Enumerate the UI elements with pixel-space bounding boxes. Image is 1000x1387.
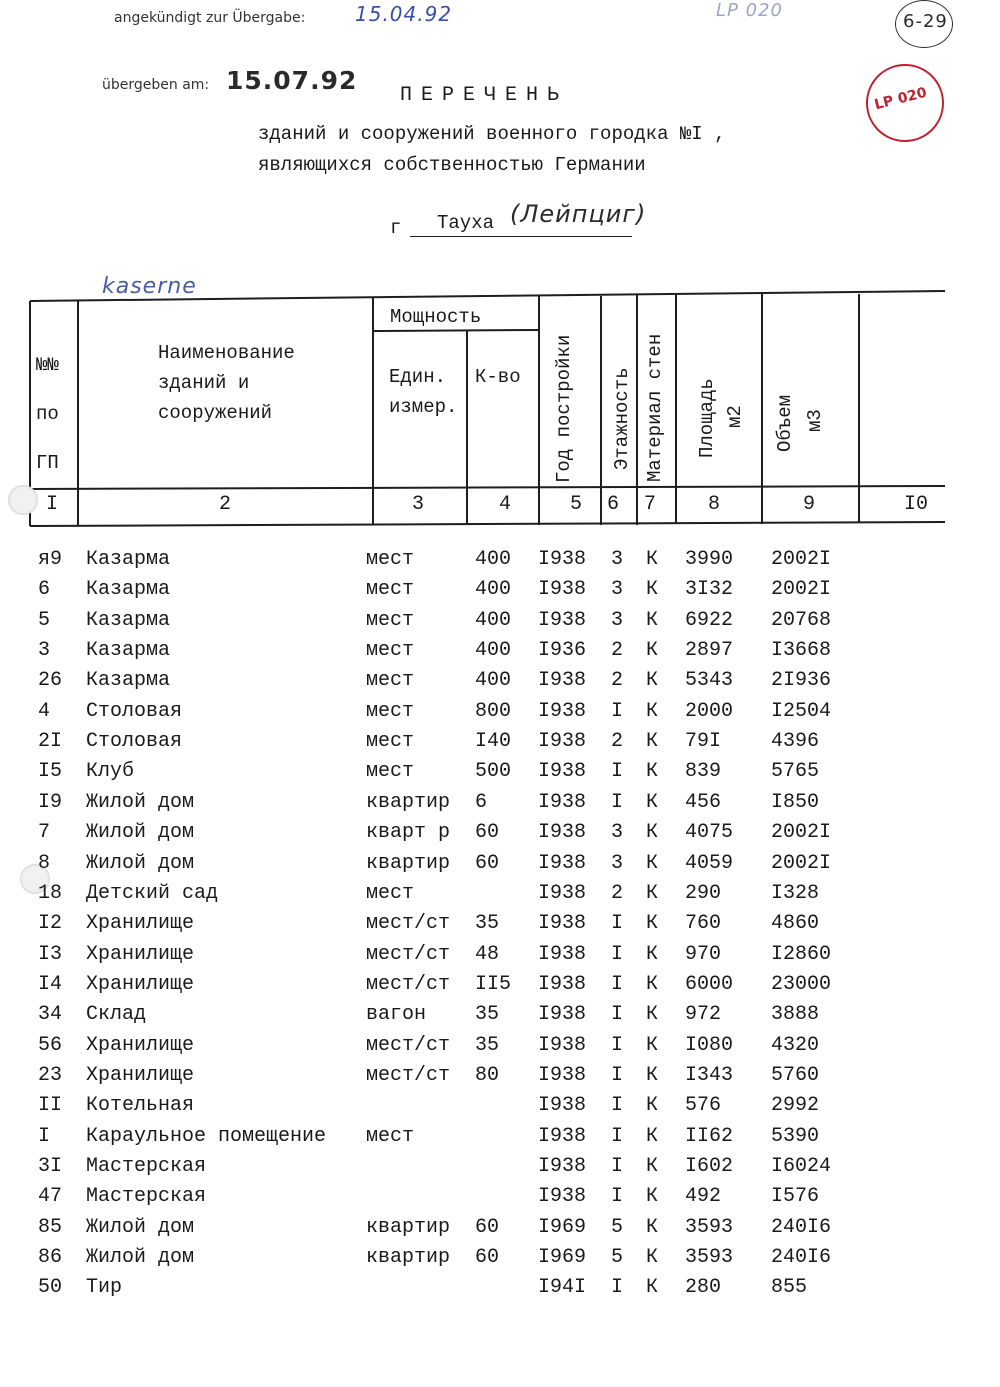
cell-quantity: 60 <box>475 821 500 845</box>
cell-row-number: 2I <box>38 730 63 754</box>
header-area-unit: м2 <box>724 405 746 428</box>
table-row <box>0 1064 1000 1094</box>
cell-volume: I3668 <box>771 639 832 663</box>
cell-volume: 4396 <box>771 730 820 754</box>
cell-area: 3593 <box>685 1215 734 1239</box>
cell-row-number: 4 <box>38 699 51 723</box>
cell-building-name: Склад <box>86 1003 147 1027</box>
cell-volume: I2860 <box>771 942 832 966</box>
cell-wall-material: К <box>646 972 659 996</box>
cell-unit: мест/ст <box>366 942 451 966</box>
cell-quantity: II5 <box>475 972 512 996</box>
cell-row-number: 50 <box>38 1276 63 1300</box>
cell-year-built: I938 <box>538 912 587 936</box>
cell-quantity: 400 <box>475 669 512 693</box>
cell-building-name: Столовая <box>86 730 183 754</box>
cell-wall-material: К <box>646 1185 659 1209</box>
column-number: 5 <box>570 493 583 516</box>
table-row <box>0 821 1000 851</box>
cell-year-built: I938 <box>538 790 587 814</box>
cell-quantity: 400 <box>475 639 512 663</box>
cell-year-built: I969 <box>538 1246 587 1270</box>
cell-year-built: I938 <box>538 578 587 602</box>
header-floors: Этажность <box>611 367 633 470</box>
cell-year-built: I936 <box>538 639 587 663</box>
cell-quantity: 60 <box>475 851 500 875</box>
cell-year-built: I938 <box>538 608 587 632</box>
cell-unit: мест <box>366 669 415 693</box>
header-volume: Объем <box>774 394 796 452</box>
cell-row-number: 47 <box>38 1185 63 1209</box>
cell-wall-material: К <box>646 639 659 663</box>
table-row <box>0 669 1000 699</box>
header-name-1: Наименование <box>158 342 295 364</box>
cell-building-name: Казарма <box>86 548 171 571</box>
cell-quantity: 400 <box>475 608 512 632</box>
header-qty: К-во <box>475 366 521 388</box>
table-row <box>0 639 1000 669</box>
cell-quantity: 500 <box>475 760 512 784</box>
cell-volume: 4860 <box>771 912 820 936</box>
cell-volume: 2992 <box>771 1094 820 1118</box>
header-area <box>692 378 722 458</box>
column-number: 4 <box>499 493 512 516</box>
header-num <box>36 341 59 488</box>
header-num-3: ГП <box>36 452 59 474</box>
cell-floors: I <box>611 1185 624 1209</box>
cell-row-number: 86 <box>38 1246 63 1270</box>
cell-building-name: Хранилище <box>86 912 195 936</box>
cell-area: 4059 <box>685 851 734 875</box>
cell-volume: I328 <box>771 881 820 905</box>
cell-area: 760 <box>685 912 722 936</box>
cell-area: 290 <box>685 881 722 905</box>
cell-area: 6922 <box>685 608 734 632</box>
cell-unit: мест/ст <box>366 972 451 996</box>
cell-year-built: I938 <box>538 730 587 754</box>
cell-volume: 240I6 <box>771 1246 832 1270</box>
cell-building-name: Детский сад <box>86 881 219 905</box>
column-number: 6 <box>607 493 620 516</box>
cell-year-built: I938 <box>538 1124 587 1148</box>
cell-wall-material: К <box>646 1276 659 1300</box>
table-row <box>0 548 1000 578</box>
cell-row-number: 8 <box>38 851 51 875</box>
cell-floors: I <box>611 1276 624 1300</box>
cell-quantity: I40 <box>475 730 512 754</box>
cell-floors: I <box>611 760 624 784</box>
cell-wall-material: К <box>646 881 659 905</box>
cell-floors: I <box>611 790 624 814</box>
cell-building-name: Котельная <box>86 1094 195 1118</box>
table-row <box>0 973 1000 1003</box>
column-number: I0 <box>904 493 929 516</box>
cell-quantity: 35 <box>475 1033 500 1057</box>
cell-year-built: I938 <box>538 881 587 905</box>
cell-wall-material: К <box>646 790 659 814</box>
handed-date: 15.07.92 <box>226 66 358 95</box>
cell-floors: I <box>611 1124 624 1148</box>
subtitle-line-1: зданий и сооружений военного городка №I , <box>258 123 726 145</box>
cell-building-name: Хранилище <box>86 972 195 996</box>
cell-area: 2000 <box>685 699 734 723</box>
cell-volume: I2504 <box>771 699 832 723</box>
cell-row-number: I4 <box>38 972 63 996</box>
cell-unit: мест <box>366 639 415 663</box>
header-name-3: сооружений <box>158 402 273 424</box>
cell-area: I602 <box>685 1155 734 1178</box>
handwritten-tag: kaserne <box>102 274 197 299</box>
cell-area: 4075 <box>685 821 734 845</box>
cell-unit: вагон <box>366 1003 427 1027</box>
cell-volume: 3888 <box>771 1003 820 1027</box>
city-note: (Лейпциг) <box>510 200 647 228</box>
cell-building-name: Столовая <box>86 699 183 723</box>
cell-area: 456 <box>685 790 722 814</box>
cell-row-number: II <box>38 1094 63 1118</box>
cell-volume: 4320 <box>771 1033 820 1057</box>
cell-building-name: Казарма <box>86 669 171 693</box>
table-row <box>0 1003 1000 1033</box>
top-code: LP 020 <box>716 0 783 21</box>
cell-area: 6000 <box>685 972 734 996</box>
cell-year-built: I938 <box>538 1033 587 1057</box>
cell-volume: 240I6 <box>771 1215 832 1239</box>
header-name <box>158 338 295 428</box>
header-capacity: Мощность <box>390 306 482 328</box>
table-row <box>0 1185 1000 1215</box>
cell-quantity: 80 <box>475 1063 500 1087</box>
cell-area: 280 <box>685 1276 722 1300</box>
cell-floors: 3 <box>611 608 624 632</box>
cell-building-name: Мастерская <box>86 1155 207 1178</box>
cell-unit: мест/ст <box>366 1063 451 1087</box>
cell-year-built: I938 <box>538 972 587 996</box>
cell-area: 839 <box>685 760 722 784</box>
cell-year-built: I938 <box>538 942 587 966</box>
cell-area: 79I <box>685 730 722 754</box>
cell-quantity: 800 <box>475 699 512 723</box>
page-title: ПЕРЕЧЕНЬ <box>400 84 569 107</box>
table-row <box>0 1094 1000 1124</box>
cell-row-number: I5 <box>38 760 63 784</box>
cell-wall-material: К <box>646 548 659 571</box>
cell-building-name: Жилой дом <box>86 821 195 845</box>
cell-row-number: I3 <box>38 942 63 966</box>
column-number: 2 <box>219 493 232 516</box>
cell-floors: I <box>611 912 624 936</box>
cell-row-number: 56 <box>38 1033 63 1057</box>
cell-floors: I <box>611 1063 624 1087</box>
cell-building-name: Жилой дом <box>86 1215 195 1239</box>
cell-unit: квартир <box>366 790 451 814</box>
cell-wall-material: К <box>646 578 659 602</box>
cell-unit: мест <box>366 1124 415 1148</box>
cell-building-name: Хранилище <box>86 1063 195 1087</box>
cell-row-number: 34 <box>38 1003 63 1027</box>
cell-building-name: Жилой дом <box>86 851 195 875</box>
table-row <box>0 943 1000 973</box>
cell-volume: I850 <box>771 790 820 814</box>
cell-row-number: 85 <box>38 1215 63 1239</box>
cell-wall-material: К <box>646 851 659 875</box>
cell-volume: 2002I <box>771 578 832 602</box>
cell-wall-material: К <box>646 1094 659 1118</box>
announced-date: 15.04.92 <box>355 2 453 26</box>
cell-wall-material: К <box>646 608 659 632</box>
cell-volume: 5390 <box>771 1124 820 1148</box>
cell-year-built: I938 <box>538 760 587 784</box>
cell-unit: мест <box>366 881 415 905</box>
cell-row-number: 18 <box>38 881 63 905</box>
cell-quantity: 400 <box>475 578 512 602</box>
cell-year-built: I938 <box>538 821 587 845</box>
table-grid <box>0 0 1000 540</box>
cell-year-built: I938 <box>538 851 587 875</box>
cell-row-number: 7 <box>38 821 51 845</box>
table-row <box>0 1276 1000 1306</box>
column-number: I <box>46 493 59 516</box>
cell-wall-material: К <box>646 1124 659 1148</box>
cell-wall-material: К <box>646 1063 659 1087</box>
cell-volume: 5760 <box>771 1063 820 1087</box>
table-row <box>0 852 1000 882</box>
cell-wall-material: К <box>646 730 659 754</box>
cell-wall-material: К <box>646 760 659 784</box>
cell-row-number: 23 <box>38 1063 63 1087</box>
cell-year-built: I969 <box>538 1215 587 1239</box>
cell-floors: I <box>611 942 624 966</box>
cell-row-number: I9 <box>38 790 63 814</box>
cell-wall-material: К <box>646 821 659 845</box>
cell-floors: I <box>611 972 624 996</box>
table-row <box>0 1125 1000 1155</box>
cell-wall-material: К <box>646 1155 659 1178</box>
header-unit <box>389 362 457 422</box>
table-row <box>0 700 1000 730</box>
cell-wall-material: К <box>646 699 659 723</box>
cell-floors: 3 <box>611 548 624 571</box>
cell-floors: I <box>611 1155 624 1178</box>
cell-area: 970 <box>685 942 722 966</box>
cell-floors: I <box>611 1003 624 1027</box>
column-numbers-row <box>0 493 1000 523</box>
cell-unit: мест <box>366 608 415 632</box>
cell-building-name: Клуб <box>86 760 135 784</box>
cell-wall-material: К <box>646 1033 659 1057</box>
cell-quantity: 60 <box>475 1215 500 1239</box>
subtitle-line-2: являющихся собственностью Германии <box>258 154 646 176</box>
cell-row-number: 5 <box>38 608 51 632</box>
table-row <box>0 578 1000 608</box>
cell-wall-material: К <box>646 1215 659 1239</box>
cell-year-built: I938 <box>538 1185 587 1209</box>
cell-floors: 3 <box>611 821 624 845</box>
cell-row-number: I <box>38 1124 51 1148</box>
table-row <box>0 1246 1000 1276</box>
cell-floors: 2 <box>611 669 624 693</box>
cell-unit: кварт р <box>366 821 451 845</box>
cell-volume: 855 <box>771 1276 808 1300</box>
table-row <box>0 1155 1000 1185</box>
cell-area: 2897 <box>685 639 734 663</box>
cell-area: II62 <box>685 1124 734 1148</box>
cell-volume: 5765 <box>771 760 820 784</box>
cell-year-built: I938 <box>538 669 587 693</box>
cell-area: 3593 <box>685 1246 734 1270</box>
cell-wall-material: К <box>646 942 659 966</box>
column-number: 3 <box>412 493 425 516</box>
cell-quantity: 35 <box>475 912 500 936</box>
cell-row-number: 26 <box>38 669 63 693</box>
cell-area: I343 <box>685 1063 734 1087</box>
cell-wall-material: К <box>646 1246 659 1270</box>
cell-year-built: I938 <box>538 1094 587 1118</box>
cell-quantity: 35 <box>475 1003 500 1027</box>
header-unit-1: Един. <box>389 366 447 388</box>
table-row <box>0 882 1000 912</box>
cell-floors: 5 <box>611 1215 624 1239</box>
table-row <box>0 1034 1000 1064</box>
column-number: 9 <box>803 493 816 516</box>
cell-year-built: I938 <box>538 1063 587 1087</box>
cell-building-name: Жилой дом <box>86 790 195 814</box>
header-area-label: Площадь <box>696 378 718 458</box>
cell-year-built: I938 <box>538 699 587 723</box>
cell-row-number: 3 <box>38 639 51 663</box>
handed-label: übergeben am: <box>102 77 210 93</box>
red-stamp-text: LP 020 <box>872 84 929 114</box>
cell-building-name: Казарма <box>86 639 171 663</box>
cell-unit: мест <box>366 578 415 602</box>
cell-building-name: Жилой дом <box>86 1246 195 1270</box>
cell-quantity: 60 <box>475 1246 500 1270</box>
cell-floors: 2 <box>611 730 624 754</box>
cell-unit: мест <box>366 730 415 754</box>
header-year: Год постройки <box>553 334 575 483</box>
cell-area: 3I32 <box>685 578 734 602</box>
cell-volume: 2I936 <box>771 669 832 693</box>
table-row <box>0 609 1000 639</box>
table-row <box>0 1216 1000 1246</box>
header-unit-2: измер. <box>389 396 458 418</box>
cell-unit: мест <box>366 760 415 784</box>
cell-area: 5343 <box>685 669 734 693</box>
cell-row-number: I2 <box>38 912 63 936</box>
cell-volume: I6024 <box>771 1155 832 1178</box>
cell-area: 492 <box>685 1185 722 1209</box>
column-number: 7 <box>644 493 657 516</box>
cell-floors: 3 <box>611 578 624 602</box>
cell-volume: 2002I <box>771 821 832 845</box>
cell-building-name: Караульное помещение <box>86 1124 327 1148</box>
cell-floors: I <box>611 699 624 723</box>
cell-unit: мест <box>366 548 415 571</box>
cell-row-number: я9 <box>38 548 63 571</box>
cell-floors: 3 <box>611 851 624 875</box>
cell-building-name: Хранилище <box>86 942 195 966</box>
corner-code: 6-29 <box>903 11 948 32</box>
cell-area: 972 <box>685 1003 722 1027</box>
cell-unit: мест <box>366 699 415 723</box>
announced-label: angekündigt zur Übergabe: <box>114 10 306 26</box>
column-number: 8 <box>708 493 721 516</box>
table-row <box>0 730 1000 760</box>
punch-hole <box>8 485 38 515</box>
cell-building-name: Казарма <box>86 608 171 632</box>
cell-quantity: 48 <box>475 942 500 966</box>
cell-quantity: 6 <box>475 790 488 814</box>
cell-year-built: I938 <box>538 1155 587 1178</box>
cell-area: I080 <box>685 1033 734 1057</box>
header-num-2: по <box>36 403 59 425</box>
cell-year-built: I94I <box>538 1276 587 1300</box>
header-volume-unit: м3 <box>804 409 826 432</box>
cell-floors: 2 <box>611 881 624 905</box>
cell-unit: квартир <box>366 1246 451 1270</box>
cell-floors: I <box>611 1094 624 1118</box>
cell-building-name: Мастерская <box>86 1185 207 1209</box>
cell-volume: 20768 <box>771 608 832 632</box>
cell-unit: квартир <box>366 1215 451 1239</box>
city-prefix: г <box>390 217 402 239</box>
cell-volume: 2002I <box>771 851 832 875</box>
header-num-1: №№ <box>36 354 59 376</box>
cell-volume: I576 <box>771 1185 820 1209</box>
cell-wall-material: К <box>646 669 659 693</box>
cell-floors: 2 <box>611 639 624 663</box>
cell-building-name: Казарма <box>86 578 171 602</box>
cell-year-built: I938 <box>538 1003 587 1027</box>
cell-row-number: 6 <box>38 578 51 602</box>
city-name: Тауха <box>437 212 495 234</box>
cell-unit: мест/ст <box>366 1033 451 1057</box>
cell-unit: квартир <box>366 851 451 875</box>
cell-building-name: Хранилище <box>86 1033 195 1057</box>
cell-unit: мест/ст <box>366 912 451 936</box>
cell-wall-material: К <box>646 1003 659 1027</box>
table-row <box>0 791 1000 821</box>
cell-volume: 2002I <box>771 548 832 571</box>
cell-area: 3990 <box>685 548 734 571</box>
cell-wall-material: К <box>646 912 659 936</box>
cell-row-number: 3I <box>38 1155 63 1178</box>
cell-area: 576 <box>685 1094 722 1118</box>
cell-quantity: 400 <box>475 548 512 571</box>
cell-floors: I <box>611 1033 624 1057</box>
cell-volume: 23000 <box>771 972 832 996</box>
table-row <box>0 912 1000 942</box>
header-name-2: зданий и <box>158 372 250 394</box>
table-row <box>0 760 1000 790</box>
cell-year-built: I938 <box>538 548 587 571</box>
cell-floors: 5 <box>611 1246 624 1270</box>
header-material: Материал стен <box>644 333 666 482</box>
cell-building-name: Тир <box>86 1276 123 1300</box>
